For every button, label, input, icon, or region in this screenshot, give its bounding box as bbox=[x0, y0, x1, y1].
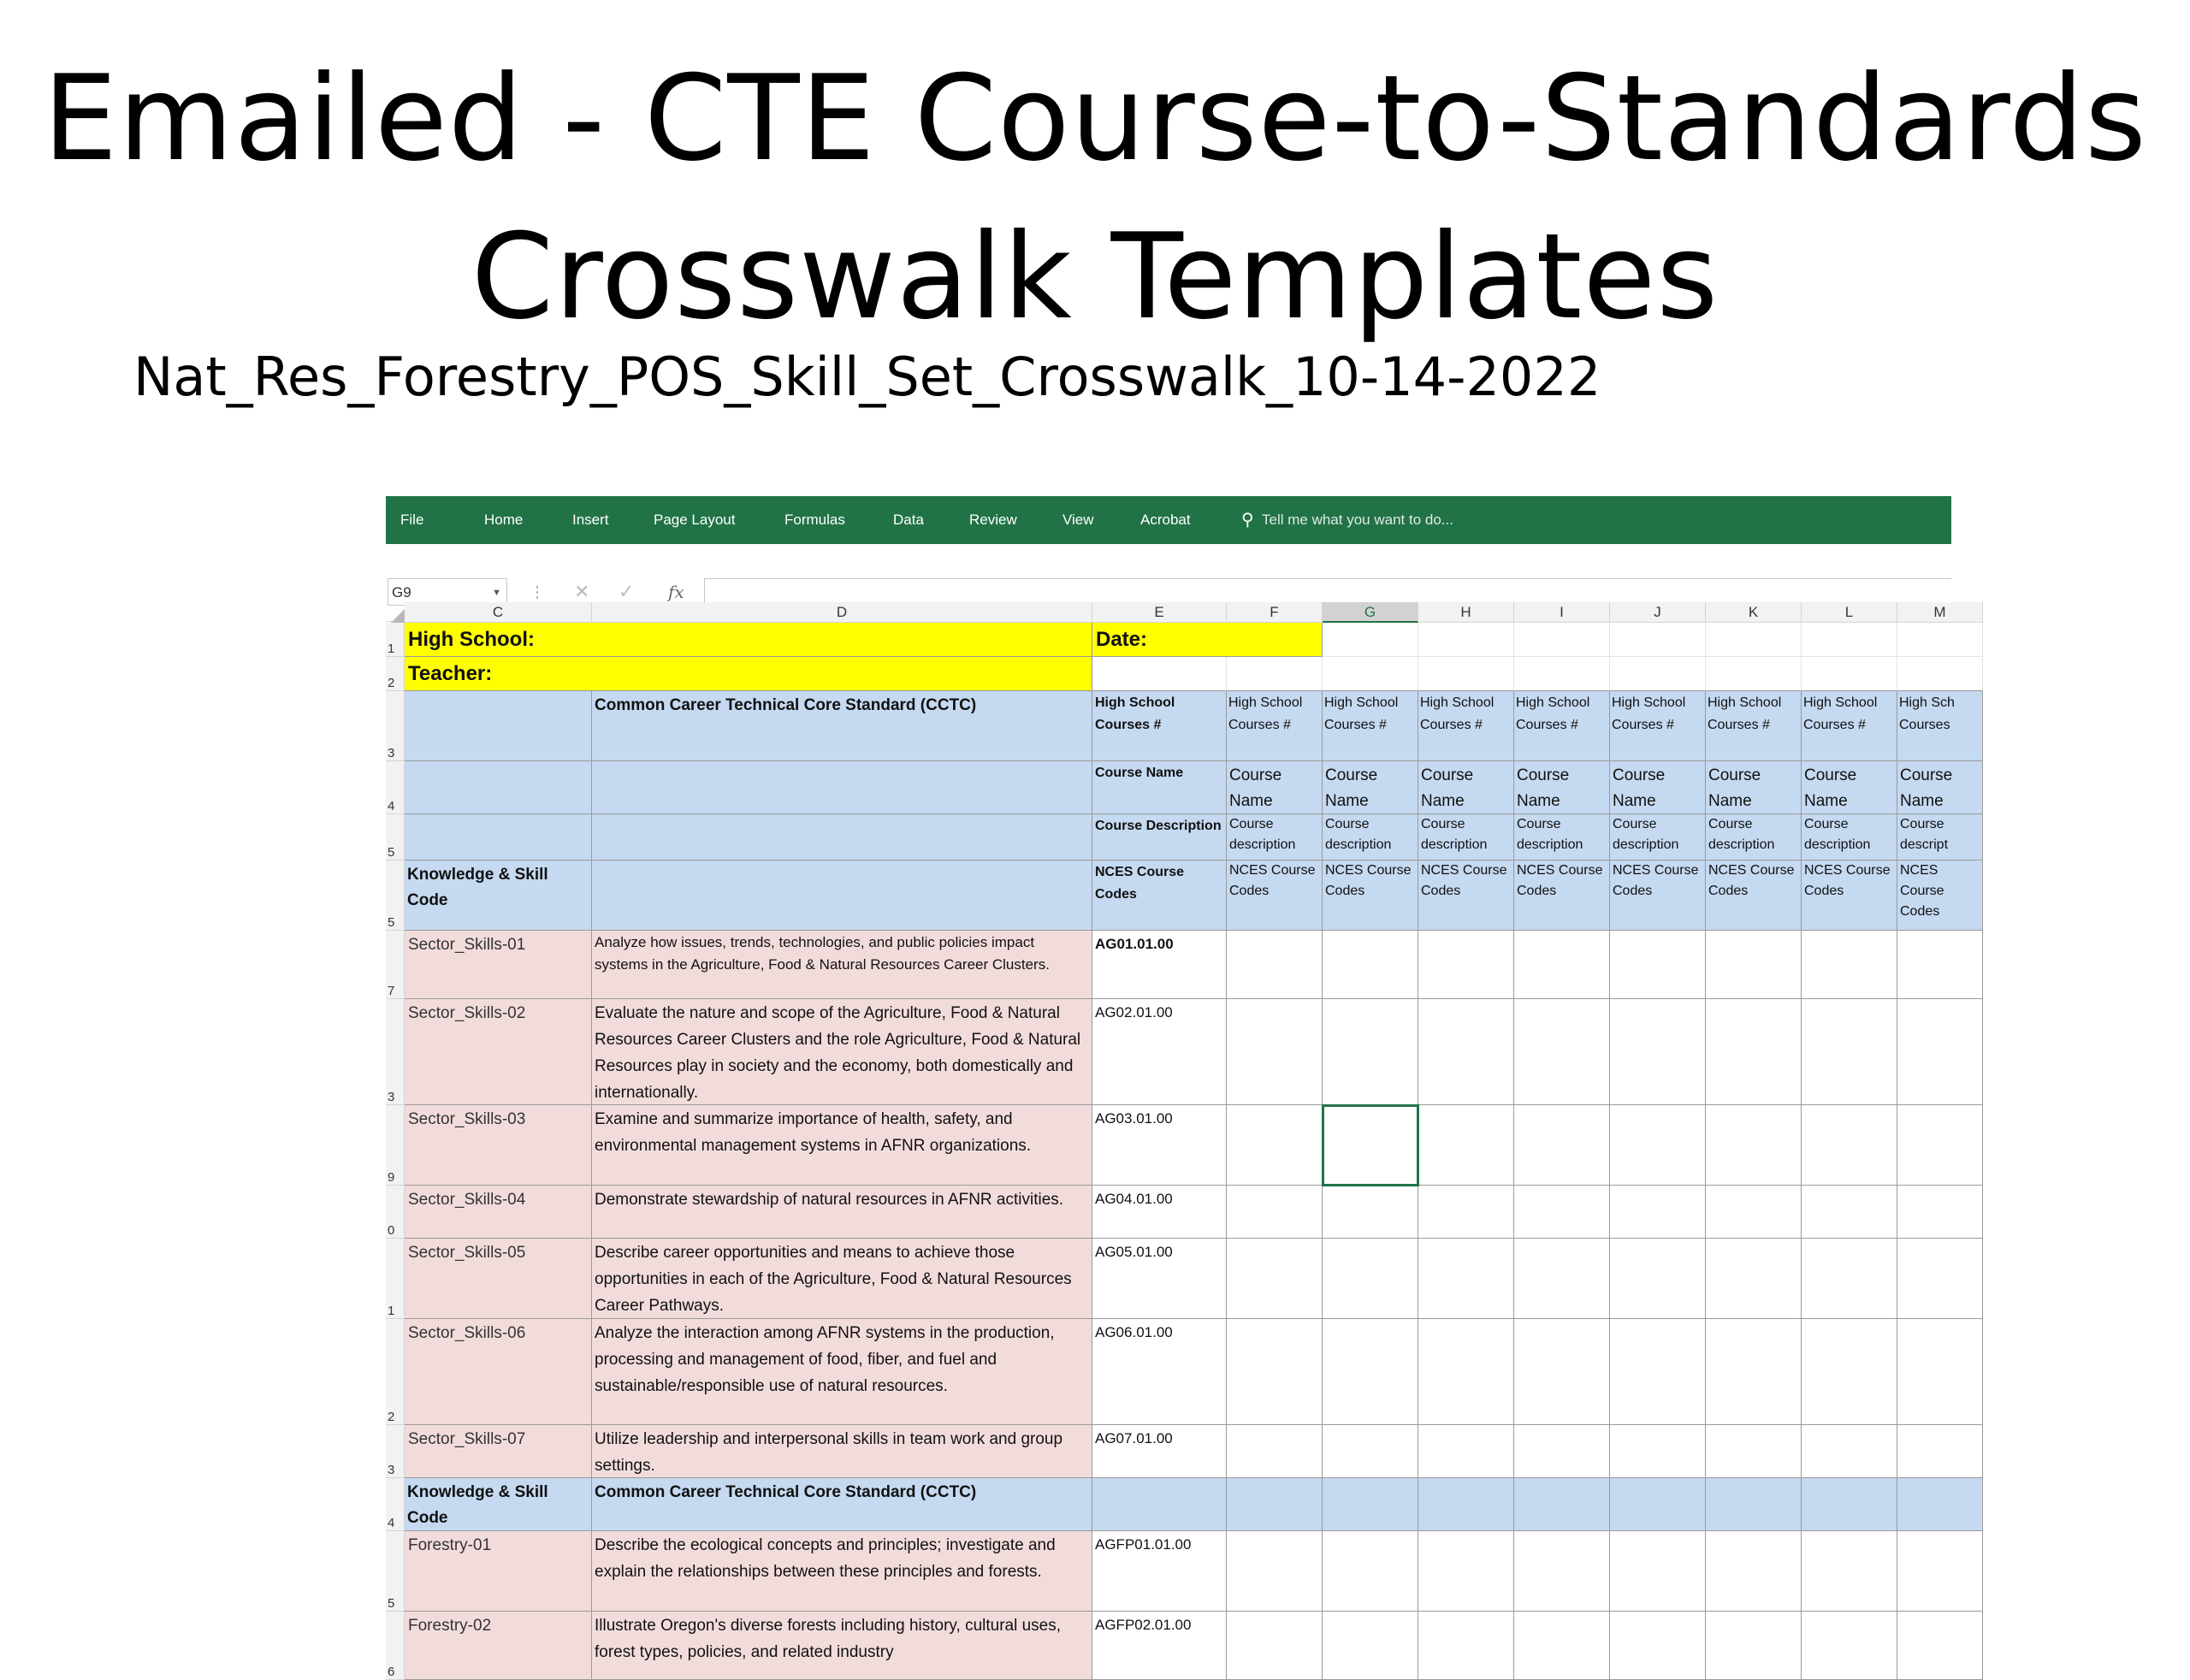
nces-codes-cell[interactable]: NCES Course Codes bbox=[1227, 861, 1323, 931]
empty-cell[interactable] bbox=[1802, 623, 1897, 657]
tab-data[interactable]: Data bbox=[893, 512, 924, 528]
empty-cell[interactable] bbox=[1706, 623, 1802, 657]
empty-cell[interactable] bbox=[1706, 931, 1802, 999]
skill-code-cell[interactable]: Sector_Skills-07 bbox=[405, 1425, 592, 1478]
empty-cell[interactable] bbox=[1418, 1186, 1514, 1239]
empty-cell[interactable] bbox=[1323, 1531, 1418, 1612]
standard-id-cell[interactable]: AG02.01.00 bbox=[1092, 999, 1227, 1105]
empty-cell[interactable] bbox=[1514, 1612, 1610, 1680]
empty-cell[interactable] bbox=[1706, 1531, 1802, 1612]
skill-code-cell[interactable]: Sector_Skills-05 bbox=[405, 1239, 592, 1319]
skill-code-cell[interactable]: Forestry-01 bbox=[405, 1531, 592, 1612]
empty-cell[interactable] bbox=[1227, 1239, 1323, 1319]
blue-header-cell[interactable] bbox=[1706, 1478, 1802, 1531]
courses-number-cell[interactable]: High School Courses # bbox=[1802, 691, 1897, 761]
empty-cell[interactable] bbox=[1323, 657, 1418, 691]
column-header-k[interactable]: K bbox=[1706, 602, 1802, 623]
empty-cell[interactable] bbox=[1897, 657, 1983, 691]
empty-cell[interactable] bbox=[1514, 623, 1610, 657]
teacher-label-cell[interactable]: Teacher: bbox=[405, 657, 1092, 691]
empty-cell[interactable] bbox=[1514, 1186, 1610, 1239]
column-header-h[interactable]: H bbox=[1418, 602, 1514, 623]
column-header-l[interactable]: L bbox=[1802, 602, 1897, 623]
skill-code-cell[interactable]: Forestry-02 bbox=[405, 1612, 592, 1680]
blue-header-cell[interactable] bbox=[405, 761, 592, 814]
empty-cell[interactable] bbox=[1897, 1239, 1983, 1319]
column-header-f[interactable]: F bbox=[1227, 602, 1323, 623]
row-header[interactable]: 3 bbox=[386, 691, 405, 761]
skill-description-cell[interactable]: Illustrate Oregon's diverse forests including history, cultural uses, forest types, policies, and related industry bbox=[592, 1612, 1092, 1680]
empty-cell[interactable] bbox=[1897, 1186, 1983, 1239]
empty-cell[interactable] bbox=[1706, 657, 1802, 691]
empty-cell[interactable] bbox=[1418, 999, 1514, 1105]
empty-cell[interactable] bbox=[1323, 1425, 1418, 1478]
empty-cell[interactable] bbox=[1897, 1425, 1983, 1478]
skill-description-cell[interactable]: Utilize leadership and interpersonal skills in team work and group settings. bbox=[592, 1425, 1092, 1478]
empty-cell[interactable] bbox=[1802, 1612, 1897, 1680]
empty-cell[interactable] bbox=[1418, 623, 1514, 657]
empty-cell[interactable] bbox=[1227, 1531, 1323, 1612]
course-name-cell[interactable]: Course Name bbox=[1610, 761, 1706, 814]
blue-header-cell[interactable] bbox=[1227, 1478, 1323, 1531]
knowledge-skill-code-header-cell[interactable]: Knowledge & Skill Code bbox=[405, 861, 592, 931]
empty-cell[interactable] bbox=[1802, 1105, 1897, 1186]
row-header[interactable]: 4 bbox=[386, 761, 405, 814]
empty-cell[interactable] bbox=[1706, 1319, 1802, 1425]
empty-cell[interactable] bbox=[1514, 931, 1610, 999]
empty-cell[interactable] bbox=[1323, 623, 1418, 657]
blue-header-cell[interactable] bbox=[1514, 1478, 1610, 1531]
column-header-d[interactable]: D bbox=[592, 602, 1092, 623]
enter-check-icon[interactable]: ✓ bbox=[619, 581, 635, 602]
empty-cell[interactable] bbox=[1227, 1425, 1323, 1478]
excel-screenshot bbox=[386, 496, 1955, 1679]
row-header[interactable]: 1 bbox=[386, 623, 405, 657]
empty-cell[interactable] bbox=[1514, 999, 1610, 1105]
course-name-cell[interactable]: Course Name bbox=[1418, 761, 1514, 814]
standard-id-cell[interactable]: AGFP02.01.00 bbox=[1092, 1612, 1227, 1680]
empty-cell[interactable] bbox=[1610, 1531, 1706, 1612]
empty-cell[interactable] bbox=[1323, 931, 1418, 999]
courses-number-cell[interactable]: High School Courses # bbox=[1514, 691, 1610, 761]
course-name-cell[interactable]: Course Name bbox=[1706, 761, 1802, 814]
standard-id-cell[interactable]: AGFP01.01.00 bbox=[1092, 1531, 1227, 1612]
course-description-cell[interactable]: Course description bbox=[1802, 814, 1897, 861]
empty-cell[interactable] bbox=[1802, 1239, 1897, 1319]
row-header[interactable]: 2 bbox=[386, 1319, 405, 1425]
empty-cell[interactable] bbox=[1227, 1105, 1323, 1186]
empty-cell[interactable] bbox=[1802, 1186, 1897, 1239]
skill-description-cell[interactable]: Examine and summarize importance of health, safety, and environmental management systems in AFNR organizations. bbox=[592, 1105, 1092, 1186]
column-header-g[interactable]: G bbox=[1323, 602, 1418, 623]
empty-cell[interactable] bbox=[1802, 1531, 1897, 1612]
knowledge-skill-code-header-cell[interactable]: Knowledge & Skill Code bbox=[405, 1478, 592, 1531]
tab-acrobat[interactable]: Acrobat bbox=[1140, 512, 1191, 528]
empty-cell[interactable] bbox=[1418, 1319, 1514, 1425]
lightbulb-icon: ⚲ bbox=[1241, 511, 1254, 529]
empty-cell[interactable] bbox=[1323, 999, 1418, 1105]
empty-cell[interactable] bbox=[1897, 931, 1983, 999]
empty-cell[interactable] bbox=[1897, 1319, 1983, 1425]
standard-id-cell[interactable]: AG05.01.00 bbox=[1092, 1239, 1227, 1319]
skill-code-cell[interactable]: Sector_Skills-02 bbox=[405, 999, 592, 1105]
column-header-i[interactable]: I bbox=[1514, 602, 1610, 623]
empty-cell[interactable] bbox=[1706, 1612, 1802, 1680]
empty-cell[interactable] bbox=[1610, 1105, 1706, 1186]
courses-number-cell[interactable]: High School Courses # bbox=[1323, 691, 1418, 761]
course-name-cell[interactable]: Course Name bbox=[1323, 761, 1418, 814]
standard-id-cell[interactable]: AG06.01.00 bbox=[1092, 1319, 1227, 1425]
blue-header-cell[interactable] bbox=[592, 814, 1092, 861]
empty-cell[interactable] bbox=[1323, 1186, 1418, 1239]
nces-codes-cell[interactable]: NCES Course Codes bbox=[1897, 861, 1983, 931]
name-box-value: G9 bbox=[392, 584, 411, 600]
courses-number-header-cell[interactable]: High School Courses # bbox=[1092, 691, 1227, 761]
empty-cell[interactable] bbox=[1418, 1105, 1514, 1186]
date-label-cell[interactable]: Date: bbox=[1092, 623, 1323, 657]
row-header[interactable]: 6 bbox=[386, 1612, 405, 1680]
blue-header-cell[interactable] bbox=[592, 761, 1092, 814]
active-cell-selection[interactable] bbox=[1322, 1104, 1419, 1186]
tab-file[interactable]: File bbox=[400, 512, 424, 528]
empty-cell[interactable] bbox=[1897, 623, 1983, 657]
slide-title-line2: Crosswalk Templates bbox=[471, 208, 1719, 346]
empty-cell[interactable] bbox=[1227, 931, 1323, 999]
empty-cell[interactable] bbox=[1418, 657, 1514, 691]
empty-cell[interactable] bbox=[1897, 1531, 1983, 1612]
course-description-cell[interactable]: Course description bbox=[1418, 814, 1514, 861]
empty-cell[interactable] bbox=[1418, 1239, 1514, 1319]
blue-header-cell[interactable] bbox=[1897, 1478, 1983, 1531]
column-header-e[interactable]: E bbox=[1092, 602, 1227, 623]
empty-cell[interactable] bbox=[1610, 999, 1706, 1105]
empty-cell[interactable] bbox=[1802, 1425, 1897, 1478]
empty-cell[interactable] bbox=[1610, 1612, 1706, 1680]
course-description-cell[interactable]: Course descript bbox=[1897, 814, 1983, 861]
empty-cell[interactable] bbox=[1514, 1239, 1610, 1319]
blue-header-cell[interactable] bbox=[592, 861, 1092, 931]
empty-cell[interactable] bbox=[1802, 657, 1897, 691]
blue-header-cell[interactable] bbox=[405, 691, 592, 761]
skill-description-cell[interactable]: Analyze the interaction among AFNR systems in the production, processing and management of food, fiber, and fuel and sustainable/responsible use of natural resources. bbox=[592, 1319, 1092, 1425]
empty-cell[interactable] bbox=[1610, 1239, 1706, 1319]
empty-cell[interactable] bbox=[1610, 623, 1706, 657]
blue-header-cell[interactable] bbox=[405, 814, 592, 861]
standard-id-cell[interactable]: AG07.01.00 bbox=[1092, 1425, 1227, 1478]
course-name-cell[interactable]: Course Name bbox=[1514, 761, 1610, 814]
empty-cell[interactable] bbox=[1514, 1531, 1610, 1612]
tab-formulas[interactable]: Formulas bbox=[784, 512, 845, 528]
row-header[interactable]: 4 bbox=[386, 1478, 405, 1531]
empty-cell[interactable] bbox=[1323, 1319, 1418, 1425]
empty-cell[interactable] bbox=[1610, 1186, 1706, 1239]
skill-description-cell[interactable]: Analyze how issues, trends, technologies, and public policies impact systems in the Agriculture, Food & Natural Resources Career Clusters. bbox=[592, 931, 1092, 999]
insert-function-icon[interactable]: fx bbox=[668, 582, 684, 602]
empty-cell[interactable] bbox=[1514, 1319, 1610, 1425]
empty-cell[interactable] bbox=[1706, 1239, 1802, 1319]
column-header-j[interactable]: J bbox=[1610, 602, 1706, 623]
blue-header-cell[interactable] bbox=[1418, 1478, 1514, 1531]
tab-view[interactable]: View bbox=[1062, 512, 1094, 528]
skill-description-cell[interactable]: Describe the ecological concepts and principles; investigate and explain the relationships between these principles and forests. bbox=[592, 1531, 1092, 1612]
empty-cell[interactable] bbox=[1610, 657, 1706, 691]
empty-cell[interactable] bbox=[1418, 931, 1514, 999]
nces-codes-cell[interactable]: NCES Course Codes bbox=[1514, 861, 1610, 931]
row-header[interactable]: 9 bbox=[386, 1105, 405, 1186]
row-header[interactable]: 5 bbox=[386, 814, 405, 861]
empty-cell[interactable] bbox=[1897, 1105, 1983, 1186]
empty-cell[interactable] bbox=[1706, 999, 1802, 1105]
empty-cell[interactable] bbox=[1227, 1319, 1323, 1425]
row-header[interactable]: 7 bbox=[386, 931, 405, 999]
course-description-header-cell[interactable]: Course Description bbox=[1092, 814, 1227, 861]
row-header[interactable]: 0 bbox=[386, 1186, 405, 1239]
chevron-down-icon[interactable]: ▼ bbox=[492, 588, 501, 598]
empty-cell[interactable] bbox=[1610, 1425, 1706, 1478]
skill-code-cell[interactable]: Sector_Skills-01 bbox=[405, 931, 592, 999]
ribbon-bar bbox=[386, 496, 1951, 544]
row-header[interactable]: 3 bbox=[386, 999, 405, 1105]
empty-cell[interactable] bbox=[1514, 1425, 1610, 1478]
standard-id-cell[interactable]: AG01.01.00 bbox=[1092, 931, 1227, 999]
row-header[interactable]: 1 bbox=[386, 1239, 405, 1319]
empty-cell[interactable] bbox=[1227, 657, 1323, 691]
tab-home[interactable]: Home bbox=[484, 512, 524, 528]
empty-cell[interactable] bbox=[1514, 657, 1610, 691]
skill-code-cell[interactable]: Sector_Skills-06 bbox=[405, 1319, 592, 1425]
courses-number-cell[interactable]: High School Courses # bbox=[1610, 691, 1706, 761]
column-header-m[interactable]: M bbox=[1897, 602, 1983, 623]
nces-codes-cell[interactable]: NCES Course Codes bbox=[1418, 861, 1514, 931]
empty-cell[interactable] bbox=[1897, 999, 1983, 1105]
course-name-cell[interactable]: Course Name bbox=[1227, 761, 1323, 814]
empty-cell[interactable] bbox=[1418, 1425, 1514, 1478]
high-school-label-cell[interactable]: High School: bbox=[405, 623, 1092, 657]
empty-cell[interactable] bbox=[1227, 999, 1323, 1105]
empty-cell[interactable] bbox=[1802, 1319, 1897, 1425]
skill-description-cell[interactable]: Demonstrate stewardship of natural resources in AFNR activities. bbox=[592, 1186, 1092, 1239]
empty-cell[interactable] bbox=[1227, 1186, 1323, 1239]
nces-codes-cell[interactable]: NCES Course Codes bbox=[1323, 861, 1418, 931]
nces-codes-cell[interactable]: NCES Course Codes bbox=[1610, 861, 1706, 931]
empty-cell[interactable] bbox=[1514, 1105, 1610, 1186]
course-name-cell[interactable]: Course Name bbox=[1897, 761, 1983, 814]
skill-code-cell[interactable]: Sector_Skills-03 bbox=[405, 1105, 592, 1186]
tell-me-search[interactable]: Tell me what you want to do... bbox=[1262, 512, 1453, 528]
standard-id-cell[interactable]: AG03.01.00 bbox=[1092, 1105, 1227, 1186]
courses-number-cell[interactable]: High School Courses # bbox=[1418, 691, 1514, 761]
nces-codes-cell[interactable]: NCES Course Codes bbox=[1802, 861, 1897, 931]
row-header[interactable]: 2 bbox=[386, 657, 405, 691]
row-header[interactable]: 5 bbox=[386, 861, 405, 931]
course-name-header-cell[interactable]: Course Name bbox=[1092, 761, 1227, 814]
empty-cell[interactable] bbox=[1610, 1319, 1706, 1425]
empty-cell[interactable] bbox=[1610, 931, 1706, 999]
cctc-header-cell[interactable]: Common Career Technical Core Standard (CCTC) bbox=[592, 1478, 1092, 1531]
course-description-cell[interactable]: Course description bbox=[1610, 814, 1706, 861]
skill-description-cell[interactable]: Describe career opportunities and means to achieve those opportunities in each of the Agriculture, Food & Natural Resources Career Pathways. bbox=[592, 1239, 1092, 1319]
course-description-cell[interactable]: Course description bbox=[1323, 814, 1418, 861]
course-name-cell[interactable]: Course Name bbox=[1802, 761, 1897, 814]
empty-cell[interactable] bbox=[1418, 1612, 1514, 1680]
blue-header-cell[interactable] bbox=[1092, 1478, 1227, 1531]
cctc-header-cell[interactable]: Common Career Technical Core Standard (CCTC) bbox=[592, 691, 1092, 761]
courses-number-cell[interactable]: High Sch Courses bbox=[1897, 691, 1983, 761]
blue-header-cell[interactable] bbox=[1323, 1478, 1418, 1531]
nces-codes-cell[interactable]: NCES Course Codes bbox=[1706, 861, 1802, 931]
slide-subtitle: Nat_Res_Forestry_POS_Skill_Set_Crosswalk_10-14-2022 bbox=[133, 346, 1601, 408]
slide-title-line1: Emailed - CTE Course-to-Standards bbox=[43, 50, 2147, 187]
empty-cell[interactable] bbox=[1706, 1105, 1802, 1186]
empty-cell[interactable] bbox=[1323, 1612, 1418, 1680]
empty-cell[interactable] bbox=[1092, 657, 1227, 691]
course-description-cell[interactable]: Course description bbox=[1706, 814, 1802, 861]
tab-review[interactable]: Review bbox=[969, 512, 1017, 528]
course-description-cell[interactable]: Course description bbox=[1514, 814, 1610, 861]
row-header[interactable]: 5 bbox=[386, 1531, 405, 1612]
cancel-icon[interactable]: ✕ bbox=[574, 581, 590, 602]
empty-cell[interactable] bbox=[1706, 1425, 1802, 1478]
tab-insert[interactable]: Insert bbox=[572, 512, 609, 528]
tab-page-layout[interactable]: Page Layout bbox=[654, 512, 736, 528]
courses-number-cell[interactable]: High School Courses # bbox=[1227, 691, 1323, 761]
standard-id-cell[interactable]: AG04.01.00 bbox=[1092, 1186, 1227, 1239]
blue-header-cell[interactable] bbox=[1802, 1478, 1897, 1531]
courses-number-cell[interactable]: High School Courses # bbox=[1706, 691, 1802, 761]
row-header[interactable]: 3 bbox=[386, 1425, 405, 1478]
empty-cell[interactable] bbox=[1706, 1186, 1802, 1239]
empty-cell[interactable] bbox=[1323, 1239, 1418, 1319]
empty-cell[interactable] bbox=[1802, 931, 1897, 999]
empty-cell[interactable] bbox=[1418, 1531, 1514, 1612]
nces-header-cell[interactable]: NCES Course Codes bbox=[1092, 861, 1227, 931]
column-header-c[interactable]: C bbox=[405, 602, 592, 623]
skill-code-cell[interactable]: Sector_Skills-04 bbox=[405, 1186, 592, 1239]
empty-cell[interactable] bbox=[1897, 1612, 1983, 1680]
empty-cell[interactable] bbox=[1227, 1612, 1323, 1680]
blue-header-cell[interactable] bbox=[1610, 1478, 1706, 1531]
empty-cell[interactable] bbox=[1802, 999, 1897, 1105]
course-description-cell[interactable]: Course description bbox=[1227, 814, 1323, 861]
skill-description-cell[interactable]: Evaluate the nature and scope of the Agriculture, Food & Natural Resources Career Clusters and the role Agriculture, Food & Natural Resources play in society and the economy, both domestically and internationally. bbox=[592, 999, 1092, 1105]
more-options-icon[interactable]: ⋮ bbox=[530, 583, 545, 600]
